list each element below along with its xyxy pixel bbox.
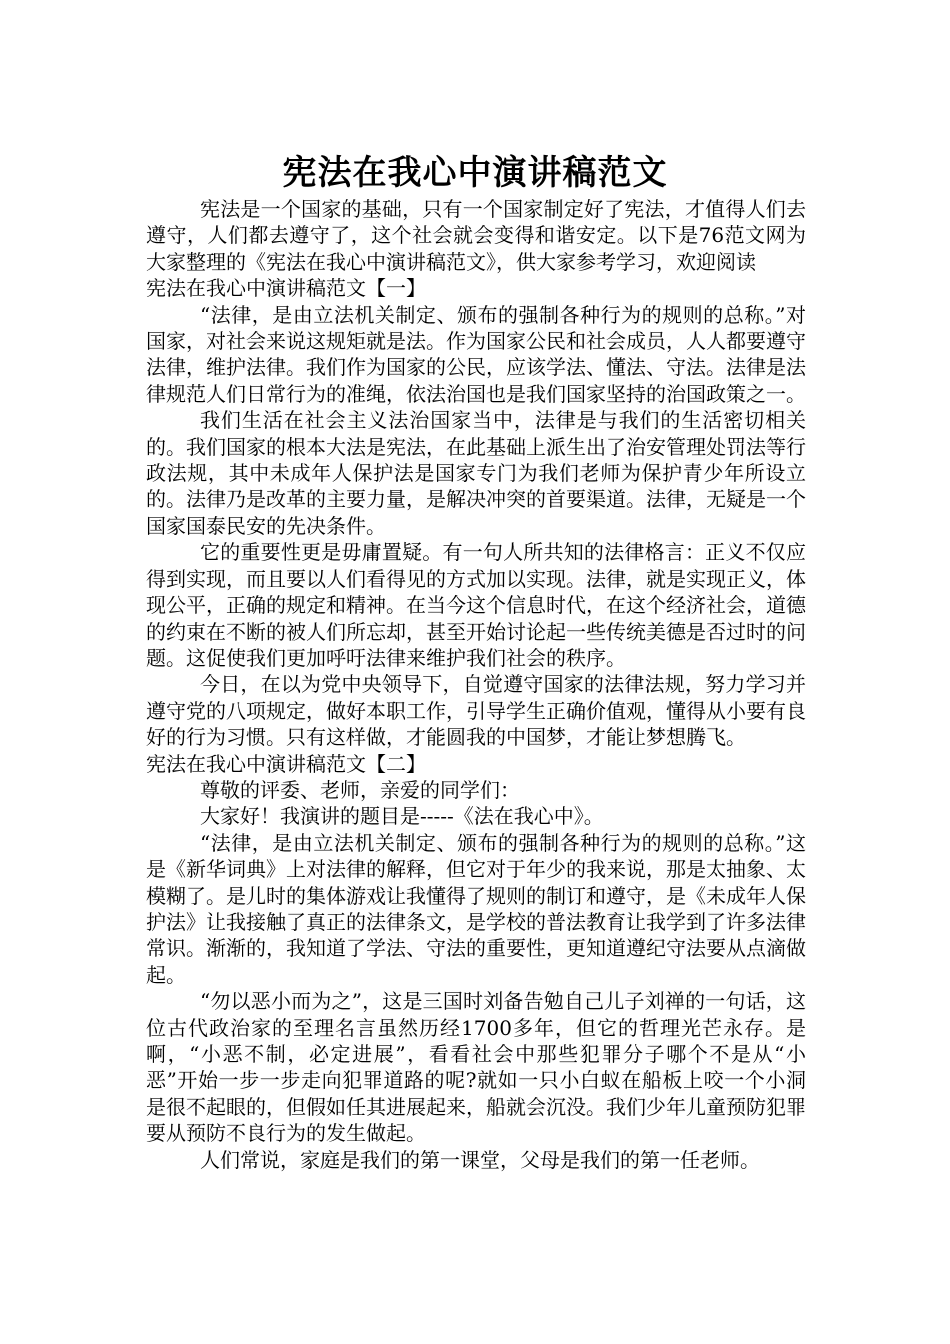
paragraph: “勿以恶小而为之”，这是三国时刘备告勉自己儿子刘禅的一句话，这位古代政治家的至理名言虽然历经1700多年，但它的哲理光芒永存。是啊，“小恶不制，必定进展”，看看社会中那些犯罪分子哪个不是从“小恶”开始一步一步走向犯罪道路的呢?就如一只小白蚁在船板上咬一个小洞是很不起眼的，但假如任其进展起来，船就会沉没。我们少年儿童预防犯罪要从预防不良行为的发生做起。 [146, 989, 806, 1146]
paragraph: 我们生活在社会主义法治国家当中，法律是与我们的生活密切相关的。我们国家的根本大法是宪法，在此基础上派生出了治安管理处罚法等行政法规，其中未成年人保护法是国家专门为我们老师为保护青少年所设立的。法律乃是改革的主要力量，是解决冲突的首要渠道。法律，无疑是一个国家国泰民安的先决条件。 [146, 408, 806, 538]
intro-paragraph: 宪法是一个国家的基础，只有一个国家制定好了宪法，才值得人们去遵守，人们都去遵守了，这个社会就会变得和谐安定。以下是76范文网为大家整理的《宪法在我心中演讲稿范文》，供大家参考学习，欢迎阅读 [146, 197, 806, 274]
paragraph: 人们常说，家庭是我们的第一课堂，父母是我们的第一任老师。 [200, 1147, 760, 1172]
section-heading-2: 宪法在我心中演讲稿范文【二】 [146, 751, 426, 776]
paragraph: “法律，是由立法机关制定、颁布的强制各种行为的规则的总称。”这是《新华词典》上对法律的解释，但它对于年少的我来说，那是太抽象、太模糊了。是儿时的集体游戏让我懂得了规则的制订和遵守，是《未成年人保护法》让我接触了真正的法律条文，是学校的普法教育让我学到了许多法律常识。渐渐的，我知道了学法、守法的重要性，更知道遵纪守法要从点滴做起。 [146, 830, 806, 987]
salutation: 尊敬的评委、老师，亲爱的同学们： [200, 777, 520, 802]
greeting: 大家好！我演讲的题目是-----《法在我心中》。 [200, 804, 604, 829]
paragraph: 今日，在以为党中央领导下，自觉遵守国家的法律法规，努力学习并遵守党的八项规定，做好本职工作，引导学生正确价值观，懂得从小要有良好的行为习惯。只有这样做，才能圆我的中国梦，才能让梦想腾飞。 [146, 672, 806, 750]
paragraph: 它的重要性更是毋庸置疑。有一句人所共知的法律格言：正义不仅应得到实现，而且要以人们看得见的方式加以实现。法律，就是实现正义，体现公平，正确的规定和精神。在当今这个信息时代，在这个经济社会，道德的约束在不断的被人们所忘却，甚至开始讨论起一些传统美德是否过时的问题。这促使我们更加呼吁法律来维护我们社会的秩序。 [146, 540, 806, 670]
page-title: 宪法在我心中演讲稿范文 [282, 152, 668, 193]
paragraph: “法律，是由立法机关制定、颁布的强制各种行为的规则的总称。”对国家，对社会来说这规矩就是法。作为国家公民和社会成员，人人都要遵守法律，维护法律。我们作为国家的公民，应该学法、懂法、守法。法律是法律规范人们日常行为的准绳，依法治国也是我们国家坚持的治国政策之一。 [146, 302, 806, 406]
document-body [146, 196, 806, 1173]
section-heading-1: 宪法在我心中演讲稿范文【一】 [146, 276, 426, 301]
